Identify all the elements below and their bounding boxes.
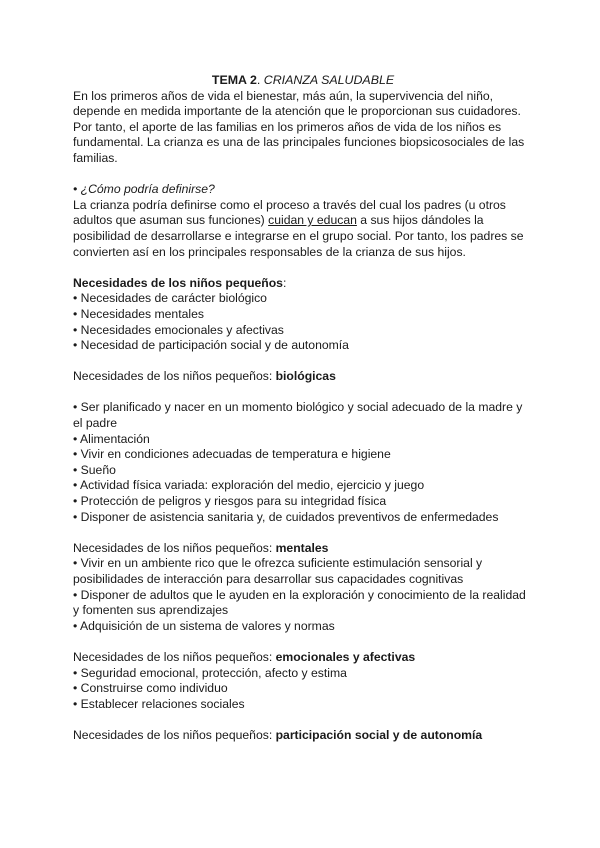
biological-label: biológicas bbox=[275, 369, 336, 384]
mental-label: mentales bbox=[275, 540, 329, 555]
list-item: • Necesidades de carácter biológico bbox=[73, 291, 267, 306]
list-item: • Establecer relaciones sociales bbox=[73, 696, 245, 711]
definition-paragraph bbox=[73, 198, 533, 260]
biological-heading bbox=[73, 369, 533, 385]
title-subtitle: CRIANZA SALUDABLE bbox=[263, 73, 395, 87]
spacer bbox=[73, 167, 533, 183]
mental-list bbox=[73, 556, 533, 634]
title-main: TEMA 2 bbox=[211, 73, 257, 87]
list-item: • Protección de peligros y riesgos para su integridad física bbox=[73, 494, 387, 509]
spacer bbox=[73, 525, 533, 541]
mental-prefix: Necesidades de los niños pequeños: bbox=[73, 540, 276, 555]
document-title bbox=[73, 73, 533, 89]
list-item: • Necesidades emocionales y afectivas bbox=[73, 322, 284, 337]
list-item: • Necesidad de participación social y de autonomía bbox=[73, 338, 349, 353]
list-item: • Necesidades mentales bbox=[73, 306, 204, 321]
social-prefix: Necesidades de los niños pequeños: bbox=[73, 727, 276, 742]
spacer bbox=[73, 385, 533, 401]
definition-text-before: La crianza podría definirse como el proceso a través del cual los padres (u otros adultos que asuman sus funciones) bbox=[73, 197, 506, 228]
mental-heading bbox=[73, 541, 533, 557]
list-item: • Ser planificado y nacer en un momento biológico y social adecuado de la madre y el padre bbox=[73, 400, 523, 431]
definition-question: • ¿Cómo podría definirse? bbox=[73, 182, 215, 197]
list-item: • Construirse como individuo bbox=[73, 681, 228, 696]
definition-underlined: cuidan y educan bbox=[268, 213, 357, 228]
list-item: • Vivir en condiciones adecuadas de temperatura e higiene bbox=[73, 447, 391, 462]
emotional-label: emocionales y afectivas bbox=[275, 649, 416, 664]
spacer bbox=[73, 634, 533, 650]
list-item: • Alimentación bbox=[73, 431, 150, 446]
needs-summary-list bbox=[73, 291, 533, 353]
spacer bbox=[73, 260, 533, 276]
list-item: • Sueño bbox=[73, 462, 116, 477]
emotional-heading bbox=[73, 650, 533, 666]
biological-prefix: Necesidades de los niños pequeños: bbox=[73, 369, 276, 384]
list-item: • Disponer de adultos que le ayuden en la exploración y conocimiento de la realidad y fomenten sus aprendizajes bbox=[73, 587, 526, 618]
needs-summary-heading bbox=[73, 276, 533, 292]
emotional-prefix: Necesidades de los niños pequeños: bbox=[73, 649, 276, 664]
list-item: • Disponer de asistencia sanitaria y, de cuidados preventivos de enfermedades bbox=[73, 509, 499, 524]
needs-summary-title: Necesidades de los niños pequeños bbox=[73, 275, 283, 290]
spacer bbox=[73, 712, 533, 728]
emotional-list bbox=[73, 666, 533, 713]
list-item: • Vivir en un ambiente rico que le ofrezca suficiente estimulación sensorial y posibilidades de interacción para desarrollar sus capacidades cognitivas bbox=[73, 556, 483, 586]
definition-text-after: a sus hijos dándoles la posibilidad de desarrollarse e integrarse en el grupo social. Por tanto, los padres se convierten así en los principales responsables de la crianza de sus hijos. bbox=[73, 213, 524, 259]
spacer bbox=[73, 354, 533, 370]
document-page bbox=[73, 73, 533, 744]
list-item: • Seguridad emocional, protección, afecto y estima bbox=[73, 665, 347, 680]
social-label: participación social y de autonomía bbox=[275, 727, 483, 742]
list-item: • Actividad física variada: exploración del medio, ejercicio y juego bbox=[73, 478, 425, 493]
intro-paragraph: En los primeros años de vida el bienestar, más aún, la supervivencia del niño, depende en medida importante de la atención que le proporcionan sus cuidadores. Por tanto, el aporte de las familias en los primeros años de vida de los niños es fundamental. La crianza es una de las principales funciones biopsicosociales de las familias. bbox=[73, 88, 525, 165]
needs-summary-colon: : bbox=[282, 275, 287, 290]
social-heading bbox=[73, 728, 533, 744]
biological-list bbox=[73, 400, 533, 525]
title-separator: . bbox=[256, 73, 264, 87]
list-item: • Adquisición de un sistema de valores y normas bbox=[73, 618, 335, 633]
